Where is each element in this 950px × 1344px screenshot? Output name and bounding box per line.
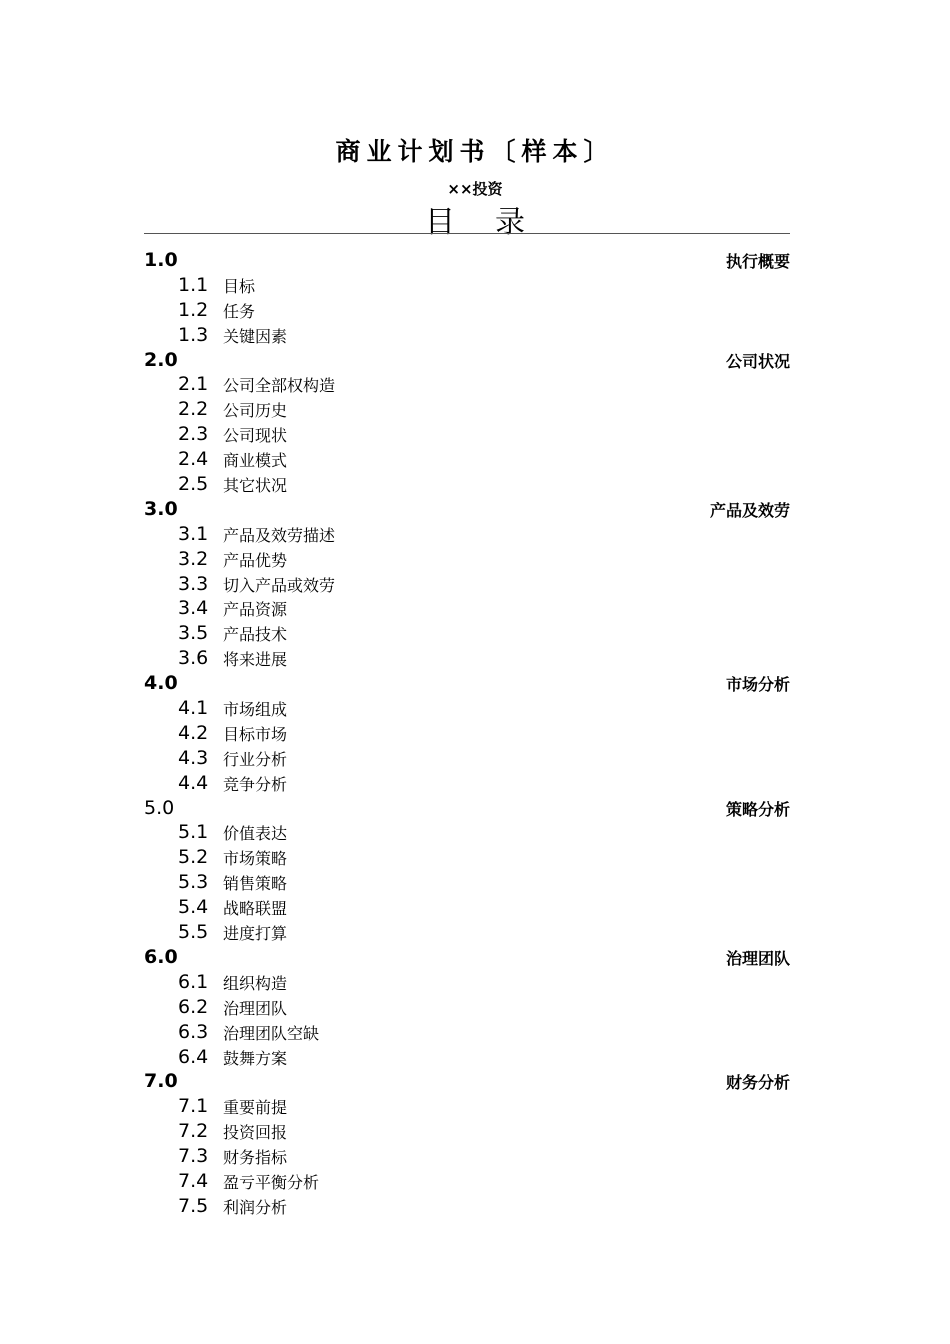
item-number: 6.1 [178, 970, 209, 993]
item-label: 产品优势 [223, 550, 288, 570]
item-number: 6.3 [178, 1020, 209, 1043]
toc-item[interactable] [144, 273, 790, 298]
toc-heading: 目录 [425, 205, 565, 240]
toc-item[interactable] [144, 1144, 790, 1169]
item-number: 5.5 [178, 921, 209, 944]
item-number: 2.4 [178, 448, 209, 471]
toc-section[interactable] [144, 348, 790, 373]
item-number: 3.4 [178, 597, 209, 620]
item-label: 关键因素 [223, 326, 288, 346]
item-label: 产品资源 [223, 600, 288, 620]
toc-item[interactable] [144, 522, 790, 547]
item-label: 价值表达 [223, 824, 288, 844]
item-label: 产品技术 [223, 625, 288, 645]
toc-item[interactable] [144, 1045, 790, 1070]
item-number: 4.2 [178, 721, 209, 744]
item-label: 战略联盟 [223, 899, 288, 919]
item-number: 1.1 [178, 273, 209, 296]
item-number: 2.5 [178, 473, 209, 496]
item-number: 1.3 [178, 323, 209, 346]
toc-item[interactable] [144, 547, 790, 572]
item-label: 竞争分析 [223, 774, 288, 794]
item-label: 公司历史 [223, 401, 288, 421]
item-number: 2.1 [178, 373, 209, 396]
toc-item[interactable] [144, 646, 790, 671]
toc-item[interactable] [144, 995, 790, 1020]
document-title: 商业计划书〔样本〕 [335, 137, 615, 166]
section-title: 执行概要 [725, 252, 790, 271]
item-label: 治理团队空缺 [223, 1023, 320, 1043]
item-number: 3.1 [178, 522, 209, 545]
item-label: 市场策略 [223, 849, 288, 869]
item-number: 2.2 [178, 398, 209, 421]
item-number: 3.6 [178, 647, 209, 670]
item-number: 2.3 [178, 423, 209, 446]
item-label: 产品及效劳描述 [223, 525, 336, 545]
item-number: 4.1 [178, 697, 209, 720]
item-label: 商业模式 [223, 451, 288, 471]
item-label: 目标市场 [223, 724, 288, 744]
item-number: 7.2 [178, 1120, 209, 1143]
item-label: 切入产品或效劳 [223, 575, 336, 595]
section-title: 策略分析 [725, 799, 790, 819]
item-number: 4.4 [178, 771, 209, 794]
toc-item[interactable] [144, 920, 790, 945]
table-of-contents [144, 248, 790, 1219]
document-subtitle: ××投资 [447, 180, 503, 198]
item-label: 行业分析 [223, 749, 288, 769]
item-number: 7.5 [178, 1194, 209, 1217]
item-label: 治理团队 [223, 998, 288, 1018]
toc-item[interactable] [144, 1020, 790, 1045]
section-title: 治理团队 [725, 948, 790, 968]
item-label: 公司全部权构造 [223, 376, 336, 396]
section-title: 市场分析 [725, 675, 790, 695]
item-number: 3.5 [178, 622, 209, 645]
item-number: 5.2 [178, 846, 209, 869]
toc-item[interactable] [144, 1194, 790, 1219]
toc-section[interactable] [144, 945, 790, 970]
toc-item[interactable] [144, 696, 790, 721]
toc-item[interactable] [144, 845, 790, 870]
toc-item[interactable] [144, 970, 790, 995]
toc-item[interactable] [144, 820, 790, 845]
toc-item[interactable] [144, 397, 790, 422]
toc-item[interactable] [144, 771, 790, 796]
toc-item[interactable] [144, 472, 790, 497]
item-number: 3.3 [178, 572, 209, 595]
item-label: 销售策略 [223, 874, 288, 894]
heading-rule [144, 233, 790, 234]
toc-item[interactable] [144, 870, 790, 895]
item-number: 7.4 [178, 1169, 209, 1192]
toc-item[interactable] [144, 323, 790, 348]
section-number: 6.0 [144, 945, 178, 968]
toc-section[interactable] [144, 671, 790, 696]
toc-item[interactable] [144, 596, 790, 621]
item-label: 投资回报 [223, 1123, 288, 1143]
item-label: 将来进展 [223, 650, 288, 670]
item-label: 任务 [223, 301, 256, 321]
toc-section[interactable] [144, 796, 790, 821]
item-label: 财务指标 [223, 1148, 288, 1168]
toc-item[interactable] [144, 721, 790, 746]
toc-item[interactable] [144, 1094, 790, 1119]
section-title: 产品及效劳 [709, 500, 790, 520]
item-label: 目标 [223, 276, 256, 296]
item-label: 进度打算 [223, 924, 288, 944]
toc-item[interactable] [144, 1119, 790, 1144]
item-label: 鼓舞方案 [223, 1048, 288, 1068]
item-label: 盈亏平衡分析 [223, 1172, 320, 1192]
section-number: 1.0 [144, 249, 178, 271]
toc-item[interactable] [144, 621, 790, 646]
toc-item[interactable] [144, 1169, 790, 1194]
toc-item[interactable] [144, 447, 790, 472]
item-label: 市场组成 [223, 700, 288, 720]
item-number: 5.4 [178, 896, 209, 919]
toc-item[interactable] [144, 895, 790, 920]
toc-item[interactable] [144, 746, 790, 771]
section-number: 4.0 [144, 672, 178, 695]
toc-section[interactable] [144, 1069, 790, 1094]
item-number: 5.1 [178, 821, 209, 844]
item-number: 7.3 [178, 1145, 209, 1168]
toc-item[interactable] [144, 298, 790, 323]
item-number: 6.4 [178, 1045, 209, 1068]
section-title: 公司状况 [725, 351, 790, 371]
section-number: 7.0 [144, 1070, 178, 1093]
toc-section[interactable] [144, 497, 790, 522]
toc-item[interactable] [144, 572, 790, 597]
section-number: 5.0 [144, 796, 175, 819]
item-label: 重要前提 [223, 1098, 288, 1118]
item-number: 5.3 [178, 871, 209, 894]
item-number: 4.3 [178, 746, 209, 769]
section-title: 财务分析 [725, 1073, 790, 1093]
section-number: 3.0 [144, 497, 178, 520]
item-number: 3.2 [178, 547, 209, 570]
item-label: 公司现状 [223, 426, 288, 446]
item-number: 7.1 [178, 1095, 209, 1118]
item-label: 其它状况 [223, 476, 288, 496]
item-number: 6.2 [178, 995, 209, 1018]
section-number: 2.0 [144, 348, 178, 371]
item-number: 1.2 [178, 298, 209, 321]
toc-item[interactable] [144, 422, 790, 447]
item-label: 组织构造 [223, 973, 288, 993]
toc-item[interactable] [144, 372, 790, 397]
item-label: 利润分析 [223, 1197, 288, 1217]
toc-section[interactable] [144, 248, 790, 273]
